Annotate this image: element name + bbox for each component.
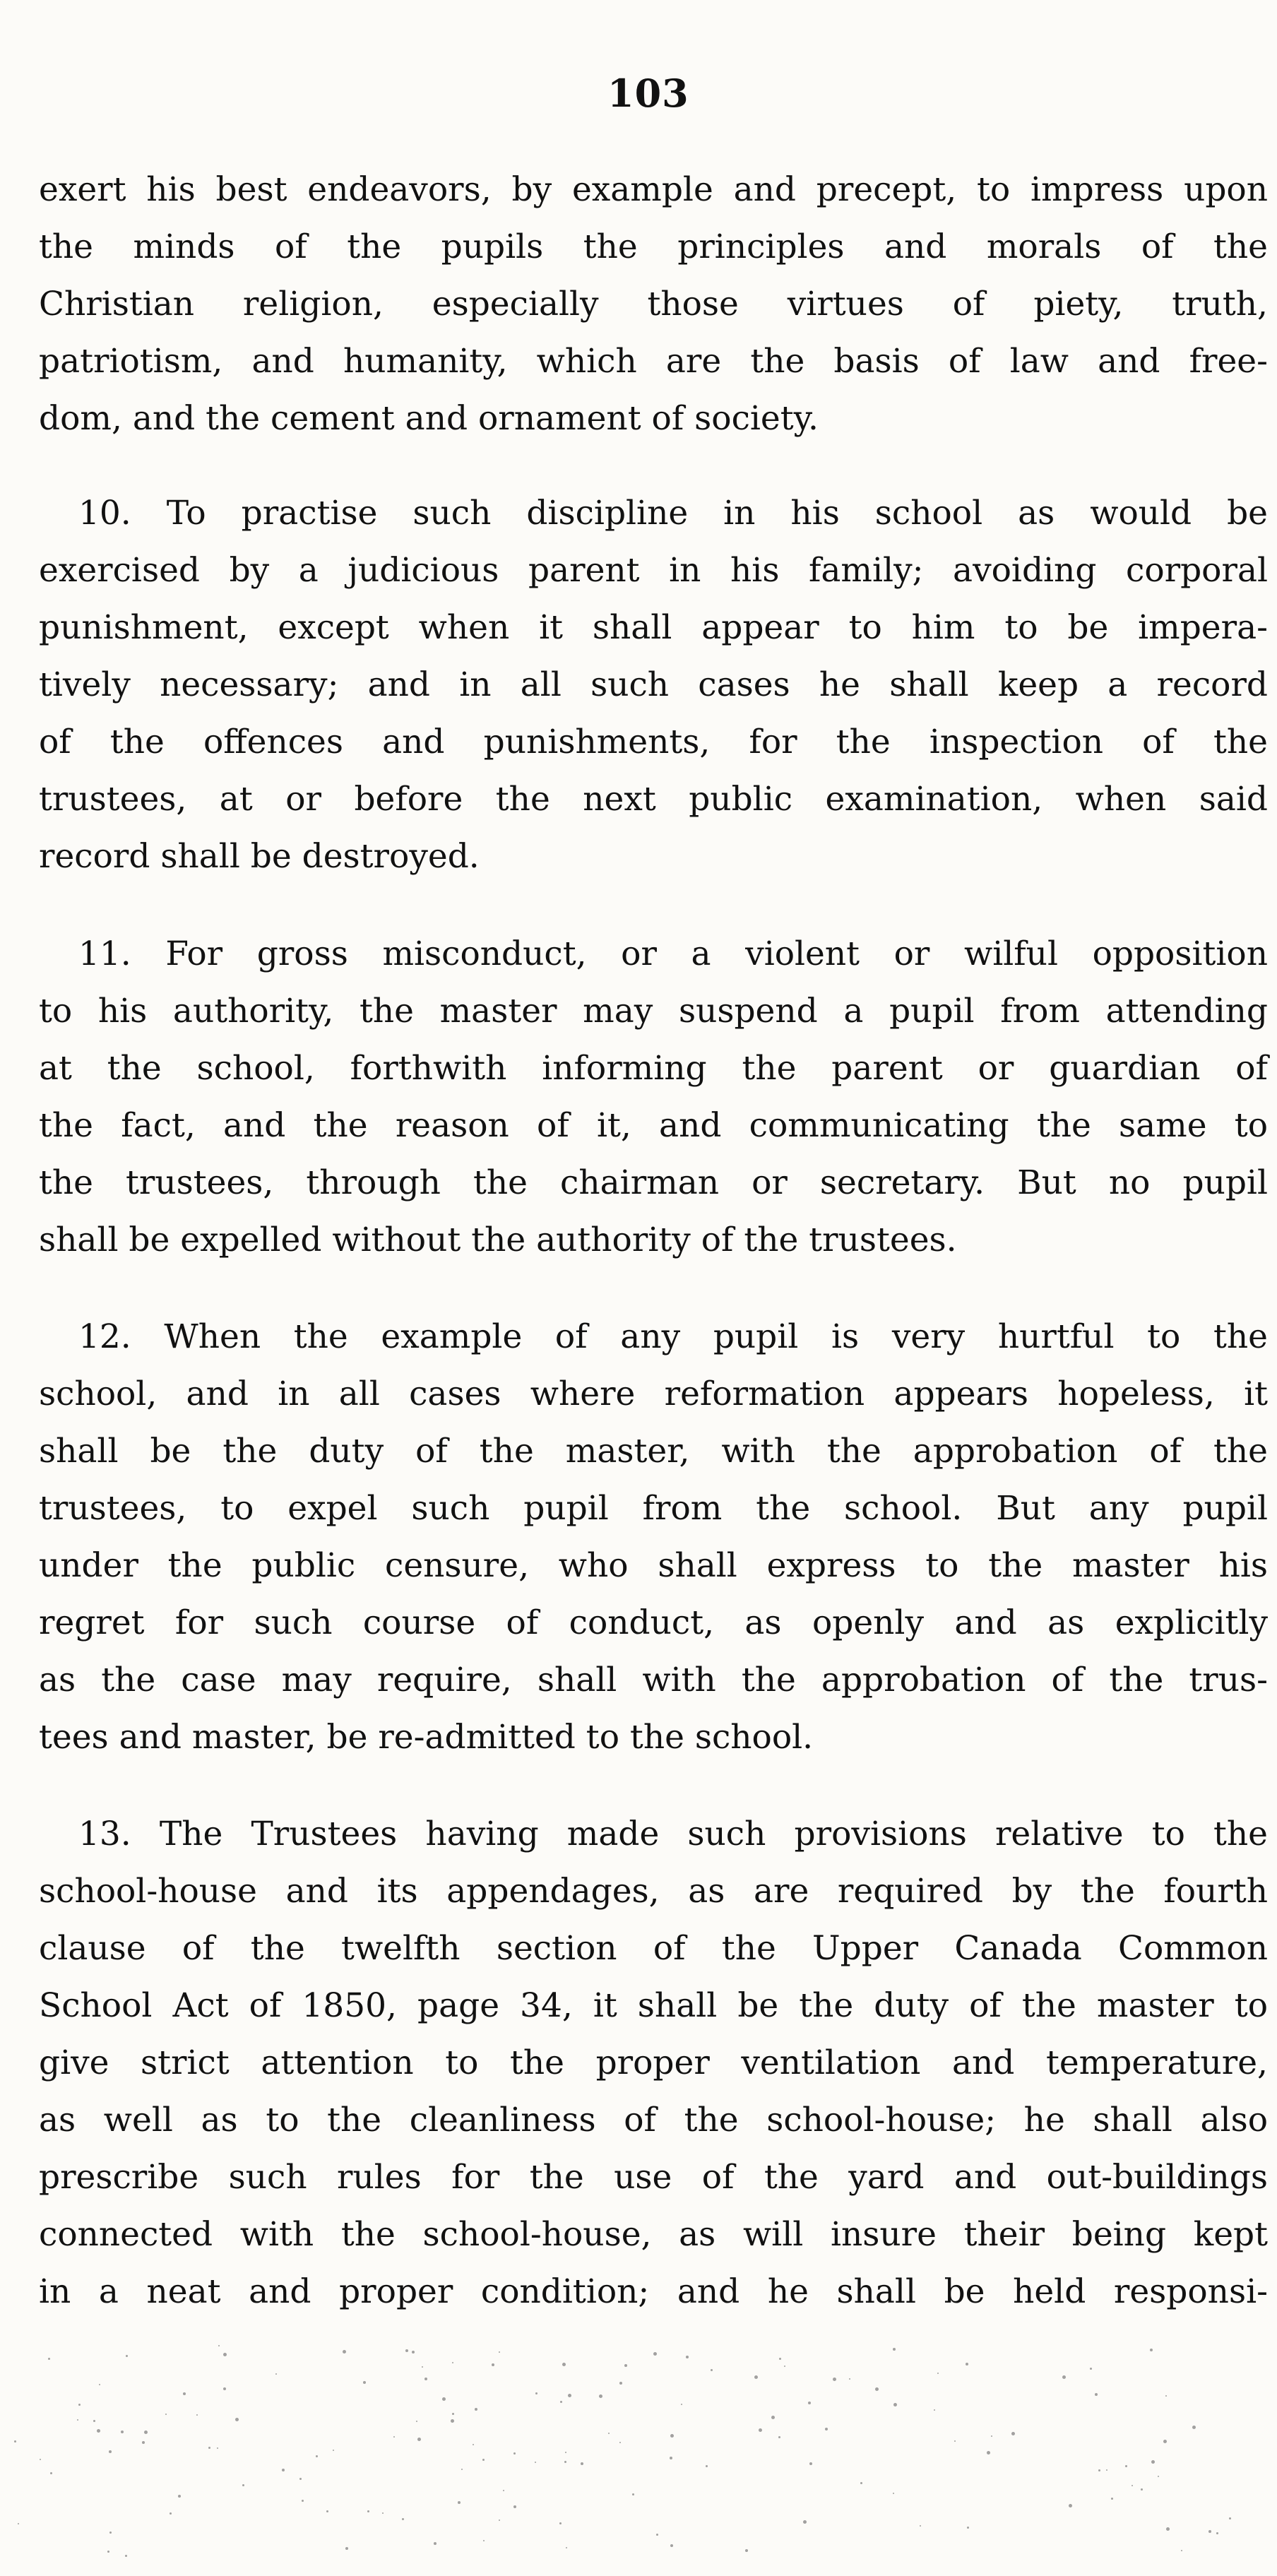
speck [513, 2452, 516, 2455]
speck [987, 2451, 990, 2455]
speck [97, 2429, 100, 2433]
speck [126, 2355, 128, 2357]
text-line: tively necessary; and in all such cases he shall keep a record [39, 665, 1268, 704]
text-line: the fact, and the reason of it, and communicating the same to [39, 1106, 1268, 1145]
text-line: trustees, to expel such pupil from the school. But any pupil [39, 1489, 1268, 1528]
speck [223, 2353, 227, 2356]
text-line: trustees, at or before the next public examination, when said [39, 780, 1268, 819]
speck [686, 2356, 689, 2358]
speck [559, 2522, 562, 2524]
speck [144, 2430, 148, 2434]
speck [458, 2501, 461, 2504]
speck [670, 2544, 673, 2547]
speck [492, 2363, 494, 2366]
speck [483, 2540, 485, 2541]
text-line: 13. The Trustees having made such provisions relative to the [78, 1815, 1268, 1853]
speck [754, 2375, 758, 2379]
text-line: give strict attention to the proper ventilation and temperature, [39, 2043, 1268, 2082]
speck [78, 2404, 81, 2406]
speck [422, 2366, 423, 2368]
speck [242, 2484, 244, 2486]
speck [503, 2490, 504, 2491]
speck [920, 2525, 921, 2527]
text-line: 12. When the example of any pupil is very hurtful to the [78, 1317, 1268, 1356]
speck [825, 2428, 828, 2430]
speck [893, 2348, 896, 2351]
speck [560, 2401, 562, 2403]
speck [499, 2351, 500, 2353]
text-line: prescribe such rules for the use of the yard and out-buildings [39, 2158, 1268, 2197]
speck [316, 2455, 318, 2457]
speck [393, 2436, 395, 2438]
speck [412, 2351, 415, 2354]
text-line: 10. To practise such discipline in his school as would be [78, 494, 1268, 533]
speck [1165, 2395, 1167, 2397]
text-line: as well as to the cleanliness of the school-house; he shall also [39, 2101, 1268, 2139]
text-line: the minds of the pupils the principles and morals of the [39, 227, 1268, 266]
paragraph-12 [39, 1308, 1268, 1766]
speck [302, 2500, 304, 2502]
speck [759, 2428, 762, 2432]
text-line: shall be the duty of the master, with the approbation of the [39, 1432, 1268, 1471]
speck [402, 2518, 404, 2520]
speck [535, 2392, 537, 2394]
speck [1208, 2530, 1211, 2533]
speck [809, 2462, 812, 2465]
text-line: school, and in all cases where reformation appears hopeless, it [39, 1375, 1268, 1413]
speck [711, 2369, 713, 2371]
speck [40, 2459, 41, 2460]
text-line: in a neat and proper condition; and he shall be held responsi- [39, 2272, 1268, 2311]
text-line: punishment, except when it shall appear to him to be impera- [39, 608, 1268, 647]
speck [18, 2523, 19, 2524]
speck [771, 2416, 775, 2419]
speck [1216, 2532, 1218, 2534]
speck [808, 2402, 811, 2404]
speck [125, 2555, 127, 2557]
speck [991, 2435, 992, 2437]
text-line: the trustees, through the chairman or secretary. But no pupil [39, 1163, 1268, 1202]
speck [109, 2450, 112, 2453]
speck [217, 2447, 218, 2449]
speck [326, 2510, 328, 2512]
speck [183, 2392, 186, 2395]
speck [405, 2349, 408, 2352]
speck [670, 2457, 672, 2459]
speck [966, 2363, 968, 2366]
speck [434, 2542, 436, 2545]
speck [218, 2345, 220, 2346]
speck [165, 2414, 167, 2415]
speck [142, 2441, 145, 2444]
speck [442, 2397, 446, 2401]
speck [99, 2384, 100, 2385]
text-line: as the case may require, shall with the approbation of the trus- [39, 1661, 1268, 1699]
text-line: School Act of 1850, page 34, it shall be the duty of the master to [39, 1986, 1268, 2025]
text-line: regret for such course of conduct, as openly and as explicitly [39, 1603, 1268, 1642]
speck [1163, 2440, 1167, 2443]
speck [282, 2469, 285, 2471]
speck [1098, 2469, 1100, 2471]
speck [1150, 2349, 1153, 2351]
speck [452, 2362, 453, 2363]
speck [581, 2462, 583, 2465]
page-number: 103 [607, 71, 689, 116]
speck [745, 2549, 748, 2552]
speck [779, 2358, 781, 2360]
speck [632, 2493, 634, 2495]
speck [333, 2450, 334, 2451]
speck [107, 2551, 109, 2553]
speck [535, 2462, 536, 2463]
speck [363, 2381, 366, 2384]
speck [461, 2469, 463, 2470]
text-line: record shall be destroyed. [39, 837, 480, 876]
speck [345, 2547, 348, 2550]
speck [499, 2519, 500, 2521]
text-line: exert his best endeavors, by example and precept, to impress upon [39, 170, 1268, 209]
paragraph-11 [39, 925, 1268, 1269]
speck [1011, 2432, 1015, 2435]
speck [121, 2430, 124, 2433]
speck [235, 2418, 239, 2421]
text-line: exercised by a judicious parent in his family; avoiding corporal [39, 551, 1268, 590]
text-line: shall be expelled without the authority of the trustees. [39, 1221, 957, 1259]
speck [893, 2403, 897, 2406]
speck [681, 2404, 682, 2405]
speck [50, 2472, 52, 2474]
speck [803, 2520, 807, 2524]
speck [875, 2387, 879, 2391]
speck [608, 2433, 610, 2434]
speck [562, 2363, 566, 2366]
text-line: dom, and the cement and ornament of society. [39, 399, 819, 438]
speck [893, 2493, 894, 2494]
speck [475, 2408, 477, 2411]
speck [937, 2373, 939, 2374]
speck [656, 2534, 658, 2536]
speck [860, 2482, 862, 2484]
paragraph-10 [39, 485, 1268, 885]
speck [934, 2409, 935, 2411]
speck [382, 2512, 384, 2514]
speck [849, 2378, 850, 2380]
speck [223, 2387, 226, 2390]
speck [208, 2447, 210, 2449]
speck [599, 2394, 602, 2398]
speck [670, 2434, 674, 2438]
speck [513, 2505, 516, 2508]
speck [1141, 2488, 1143, 2491]
speck [1192, 2426, 1196, 2429]
speck [653, 2352, 657, 2356]
speck [109, 2532, 112, 2534]
paragraph-13 [39, 1805, 1268, 2320]
speck [343, 2350, 346, 2354]
text-line: under the public censure, who shall express to the master his [39, 1546, 1268, 1585]
speck [784, 2366, 785, 2367]
speck [1151, 2460, 1155, 2464]
text-line: patriotism, and humanity, which are the basis of law and free- [39, 342, 1268, 381]
speck [1158, 2476, 1159, 2477]
speck [77, 2419, 78, 2421]
speck [14, 2440, 16, 2443]
speck [451, 2419, 454, 2423]
speck [1229, 2517, 1231, 2519]
text-line: clause of the twelfth section of the Upper Canada Common [39, 1929, 1268, 1968]
speck [833, 2378, 836, 2381]
text-line: at the school, forthwith informing the parent or guardian of [39, 1049, 1268, 1088]
speck [1090, 2368, 1092, 2370]
speck [1095, 2393, 1098, 2396]
speck [367, 2510, 369, 2512]
speck [473, 2444, 474, 2445]
speck [417, 2438, 421, 2441]
speck [424, 2378, 427, 2380]
paragraph-1 [39, 161, 1268, 447]
speck [196, 2414, 198, 2416]
speck [1062, 2375, 1066, 2379]
speck [568, 2394, 571, 2397]
text-line: tees and master, be re-admitted to the school. [39, 1718, 814, 1757]
speck [452, 2413, 454, 2415]
speck [954, 2440, 956, 2442]
text-line: connected with the school-house, as will insure their being kept [39, 2215, 1268, 2254]
speck [1111, 2498, 1113, 2500]
text-line: school-house and its appendages, as are required by the fourth [39, 1872, 1268, 1911]
speck [1132, 2485, 1133, 2486]
speck [619, 2382, 622, 2385]
speck [565, 2452, 566, 2453]
speck [299, 2478, 302, 2480]
speck [170, 2512, 172, 2515]
text-line: 11. For gross misconduct, or a violent or wilful opposition [78, 934, 1268, 973]
speck [566, 2547, 567, 2548]
speck [178, 2495, 181, 2498]
speck [778, 2436, 780, 2438]
speck [1181, 2550, 1182, 2551]
speck [482, 2459, 485, 2461]
speck [967, 2527, 969, 2529]
speck [706, 2465, 708, 2467]
text-line: Christian religion, especially those virtues of piety, truth, [39, 285, 1268, 324]
speck [93, 2420, 95, 2422]
speck [1166, 2527, 1170, 2531]
speck [619, 2442, 621, 2443]
speck [275, 2373, 277, 2375]
speck [564, 2461, 566, 2463]
speck [624, 2364, 627, 2367]
speck [1106, 2469, 1107, 2471]
text-line: of the offences and punishments, for the inspection of the [39, 723, 1268, 761]
speck [416, 2421, 417, 2422]
text-line: to his authority, the master may suspend a pupil from attending [39, 992, 1268, 1031]
speck [1069, 2504, 1072, 2507]
speck [48, 2358, 50, 2360]
speck [1125, 2465, 1127, 2467]
